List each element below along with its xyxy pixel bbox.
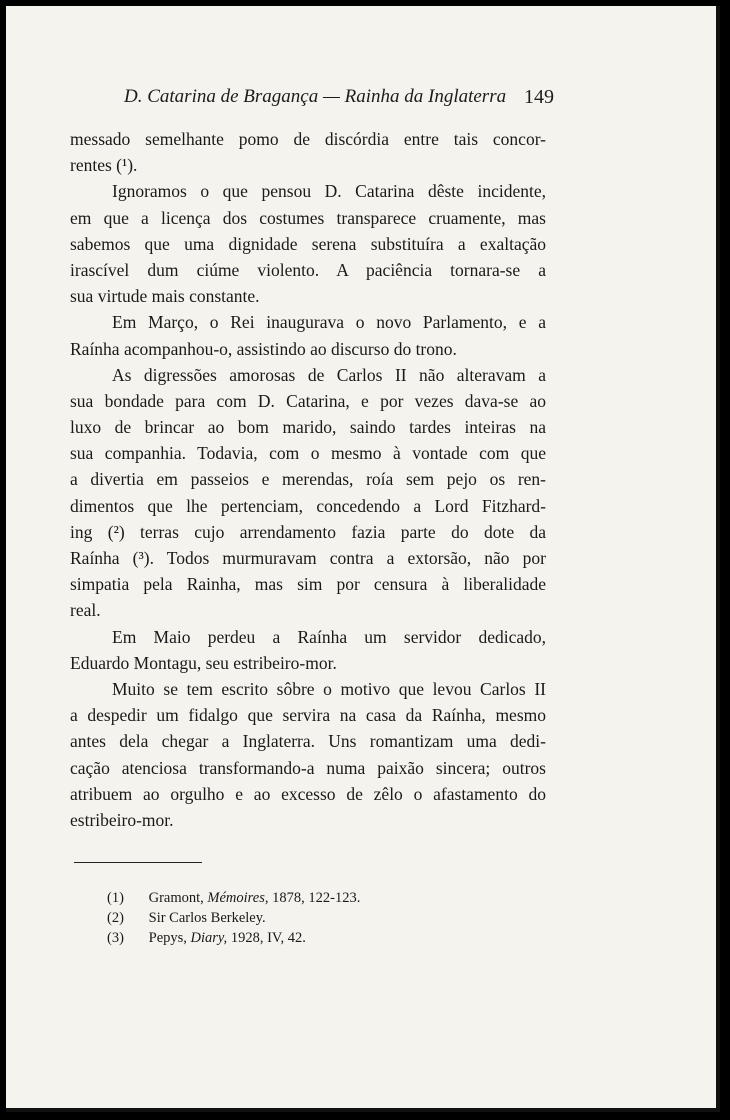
- footnote-work: Mémoires,: [207, 890, 269, 906]
- footnote-detail: 1928, IV, 42.: [230, 930, 306, 946]
- text-line: simpatia pela Rainha, mas sim por censura à liberalidade: [70, 574, 546, 595]
- text-line: em que a licença dos costumes transparece cruamente, mas: [70, 207, 546, 228]
- text-line: Muito se tem escrito sôbre o motivo que levou Carlos II: [112, 678, 546, 699]
- text-line: ing (²) terras cujo arrendamento fazia parte do dote da: [70, 521, 546, 542]
- text-line: dimentos que lhe pertenciam, concedendo a Lord Fitzhard-: [70, 495, 546, 516]
- footnotes: [107, 888, 527, 948]
- text-line: rentes (¹).: [70, 155, 138, 176]
- text-line: As digressões amorosas de Carlos II não alteravam a: [112, 364, 546, 385]
- main-text: [70, 126, 546, 833]
- footnote-number: (2): [107, 910, 124, 926]
- text-line: sua bondade para com D. Catarina, e por vezes dava-se ao: [70, 390, 546, 411]
- text-line: irascível dum ciúme violento. A paciência tornara-se a: [70, 259, 546, 280]
- footnote: [107, 908, 527, 928]
- paragraph: [70, 676, 546, 833]
- footnote-author: Gramont,: [148, 890, 204, 906]
- text-line: sabemos que uma dignidade serena substituíra a exaltação: [70, 233, 546, 254]
- text-line: Ignoramos o que pensou D. Catarina dêste incidente,: [112, 181, 546, 202]
- footnote: [107, 888, 527, 908]
- text-line: a divertia em passeios e merendas, roía sem pejo os ren-: [70, 469, 546, 490]
- text-line: messado semelhante pomo de discórdia entre tais concor-: [70, 129, 546, 149]
- running-header: [124, 86, 554, 108]
- text-line: atribuem ao orgulho e ao excesso de zêlo o afastamento do: [70, 783, 546, 804]
- paragraph: [70, 362, 546, 624]
- text-line: sua companhia. Todavia, com o mesmo à vontade com que: [70, 443, 546, 464]
- text-line: sua virtude mais constante.: [70, 286, 260, 307]
- footnote-number: (1): [107, 890, 124, 906]
- paragraph: [70, 126, 546, 178]
- text-line: real.: [70, 600, 101, 621]
- text-line: luxo de brincar ao bom marido, saindo tardes inteiras na: [70, 417, 546, 438]
- footnote-number: (3): [107, 930, 124, 946]
- paragraph: [70, 309, 546, 361]
- text-line: a despedir um fidalgo que servira na casa da Raínha, mesmo: [70, 705, 546, 726]
- text-line: cação atenciosa transformando-a numa paixão sincera; outros: [70, 757, 546, 778]
- footnote-detail: 1878, 122-123.: [272, 890, 361, 906]
- footnote: [107, 928, 527, 948]
- text-line: Eduardo Montagu, seu estribeiro-mor.: [70, 652, 337, 673]
- text-line: antes dela chegar a Inglaterra. Uns romantizam uma dedi-: [70, 731, 546, 752]
- footnote-work: Diary,: [190, 930, 228, 946]
- footnote-author: Pepys,: [148, 930, 187, 946]
- footnote-separator: [74, 862, 202, 863]
- page-number: 149: [524, 86, 554, 108]
- text-line: Raínha acompanhou-o, assistindo ao discurso do trono.: [70, 338, 457, 359]
- text-line: Raínha (³). Todos murmuravam contra a extorsão, não por: [70, 548, 546, 568]
- text-line: Em Março, o Rei inaugurava o novo Parlamento, e a: [112, 312, 546, 333]
- running-title: D. Catarina de Bragança — Rainha da Inglaterra: [124, 86, 507, 107]
- footnote-author: Sir Carlos Berkeley.: [148, 910, 266, 926]
- paragraph: [70, 624, 546, 676]
- text-line: Em Maio perdeu a Raínha um servidor dedicado,: [112, 626, 546, 647]
- text-line: estribeiro-mor.: [70, 809, 174, 830]
- paragraph: [70, 178, 546, 309]
